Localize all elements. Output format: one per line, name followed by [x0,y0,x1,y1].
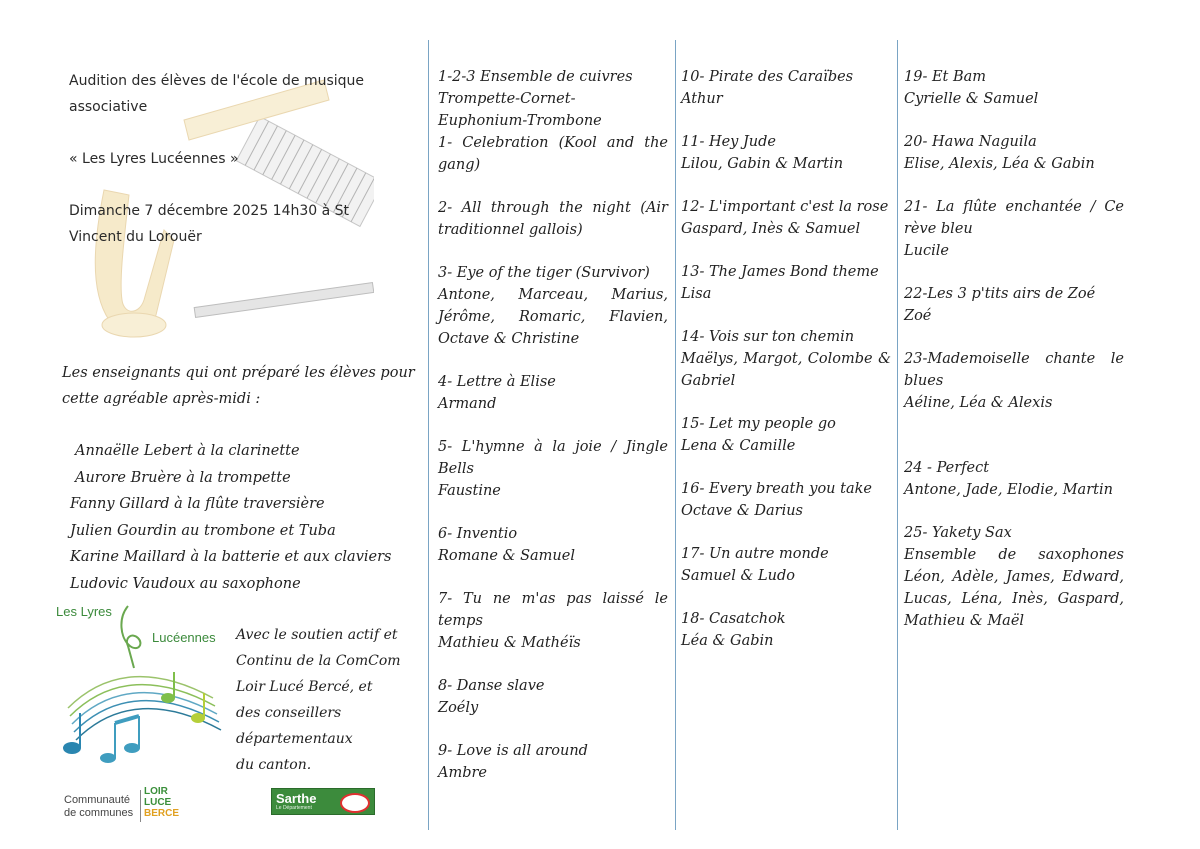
flute-illustration [194,283,374,318]
program-item: 19- Et Bam Cyrielle & Samuel [904,69,1039,107]
program-item: 1- Celebration (Kool and the gang) [438,135,668,173]
program-item: 10- Pirate des Caraïbes Athur [681,69,854,107]
program-item: 12- L'important c'est la rose Gaspard, Inès & Samuel [681,199,889,237]
divider-3 [897,40,898,830]
teachers-intro-line-2: cette agréable après-midi : [62,391,261,407]
music-staff-swirl-icon [68,677,221,740]
communaute-de-communes-logo [60,782,200,824]
les-lyres-luceennes-logo [48,598,226,770]
event-header [69,68,364,250]
divider-1 [428,40,429,830]
support-line: Avec le soutien actif et [236,627,398,643]
program-item: 15- Let my people go Lena & Camille [681,416,836,454]
program-item: 25- Yakety Sax Ensemble de saxophones Léon, Adèle, James, Edward, Lucas, Léna, Inès, Gaspard, Mathieu & Maël [904,525,1124,629]
intro-line: 1-2-3 Ensemble de cuivres [438,69,633,85]
sarthe-swoosh-icon [340,793,370,813]
date-line-1: Dimanche 7 décembre 2025 14h30 à St [69,203,350,219]
teacher-item: Fanny Gillard à la flûte traversière [70,496,325,512]
school-name: « Les Lyres Lucéennes » [69,151,239,167]
program-item: 3- Eye of the tiger (Survivor) Antone, Marceau, Marius, Jérôme, Romaric, Flavien, Octave & Christine [438,265,668,347]
date-line-2: Vincent du Lorouër [69,229,202,245]
support-line: Continu de la ComCom [236,653,401,669]
teacher-item: Karine Maillard à la batterie et aux claviers [70,549,392,565]
comcom-mark-loir: LOIR [144,786,168,797]
header-line-2: associative [69,99,148,115]
header-line-1: Audition des élèves de l'école de musique [69,73,365,89]
support-line: des conseillers [236,705,342,721]
program-item: 4- Lettre à Elise Armand [438,374,556,412]
support-line: départementaux [236,731,353,747]
program-item: 17- Un autre monde Samuel & Ludo [681,546,829,584]
comcom-mark-berce: BERCE [144,808,180,819]
teacher-item: Ludovic Vaudoux au saxophone [70,575,301,592]
program-item: 8- Danse slave Zoély [438,678,545,716]
support-line: Loir Lucé Bercé, et [236,679,373,695]
program-column-2 [681,66,891,673]
comcom-line-1: Communauté [64,794,131,806]
sarthe-label: Sarthe [276,791,317,806]
program-item: 18- Casatchok Léa & Gabin [681,611,786,649]
divider-2 [675,40,676,830]
program-item: 9- Love is all around Ambre [438,743,588,781]
music-notes-icon [63,672,205,763]
support-text [236,622,416,778]
sarthe-sub-label: Le Département [276,805,312,811]
teacher-item: Annaëlle Lebert à la clarinette [75,443,300,459]
brass-ensemble-intro [438,66,668,132]
program-item: 14- Vois sur ton chemin Maëlys, Margot, Colombe & Gabriel [681,329,891,389]
logo-word-2: Lucéennes [152,630,216,645]
program-item: 5- L'hymne à la joie / Jingle Bells Faustine [438,439,668,499]
program-item: 16- Every breath you take Octave & Darius [681,481,872,519]
program-item: 11- Hey Jude Lilou, Gabin & Martin [681,134,844,172]
program-item: 20- Hawa Naguila Elise, Alexis, Léa & Gabin [904,134,1095,172]
support-line: du canton. [236,757,312,773]
sarthe-departement-logo [271,788,375,815]
program-item: 2- All through the night (Air traditionnel gallois) [438,200,668,238]
intro-line: Euphonium-Trombone [438,113,602,129]
program-column-1 [438,66,668,805]
program-item: 23-Mademoiselle chante le blues Aéline, Léa & Alexis [904,351,1124,411]
program-item: 24 - Perfect Antone, Jade, Elodie, Martin [904,460,1113,498]
clef-icon [121,606,140,668]
program-item: 6- Inventio Romane & Samuel [438,526,575,564]
teachers-intro-line-1: Les enseignants qui ont préparé les élèves pour [62,365,415,381]
program-item: 7- Tu ne m'as pas laissé le temps Mathieu & Mathéïs [438,591,668,651]
teacher-item: Julien Gourdin au trombone et Tuba [70,522,336,539]
logo-word-1: Les Lyres [56,604,112,619]
comcom-mark-luce: LUCE [144,797,172,808]
teachers-list [70,438,392,597]
program-item: 21- La flûte enchantée / Ce rève bleu Lucile [904,199,1124,259]
teachers-intro [62,360,415,412]
comcom-line-2: de communes [64,807,134,819]
intro-line: Trompette-Cornet- [438,91,576,107]
program-column-3 [904,66,1124,653]
program-item: 22-Les 3 p'tits airs de Zoé Zoé [904,286,1096,324]
program-item: 13- The James Bond theme Lisa [681,264,879,302]
teacher-item: Aurore Bruère à la trompette [75,469,291,486]
